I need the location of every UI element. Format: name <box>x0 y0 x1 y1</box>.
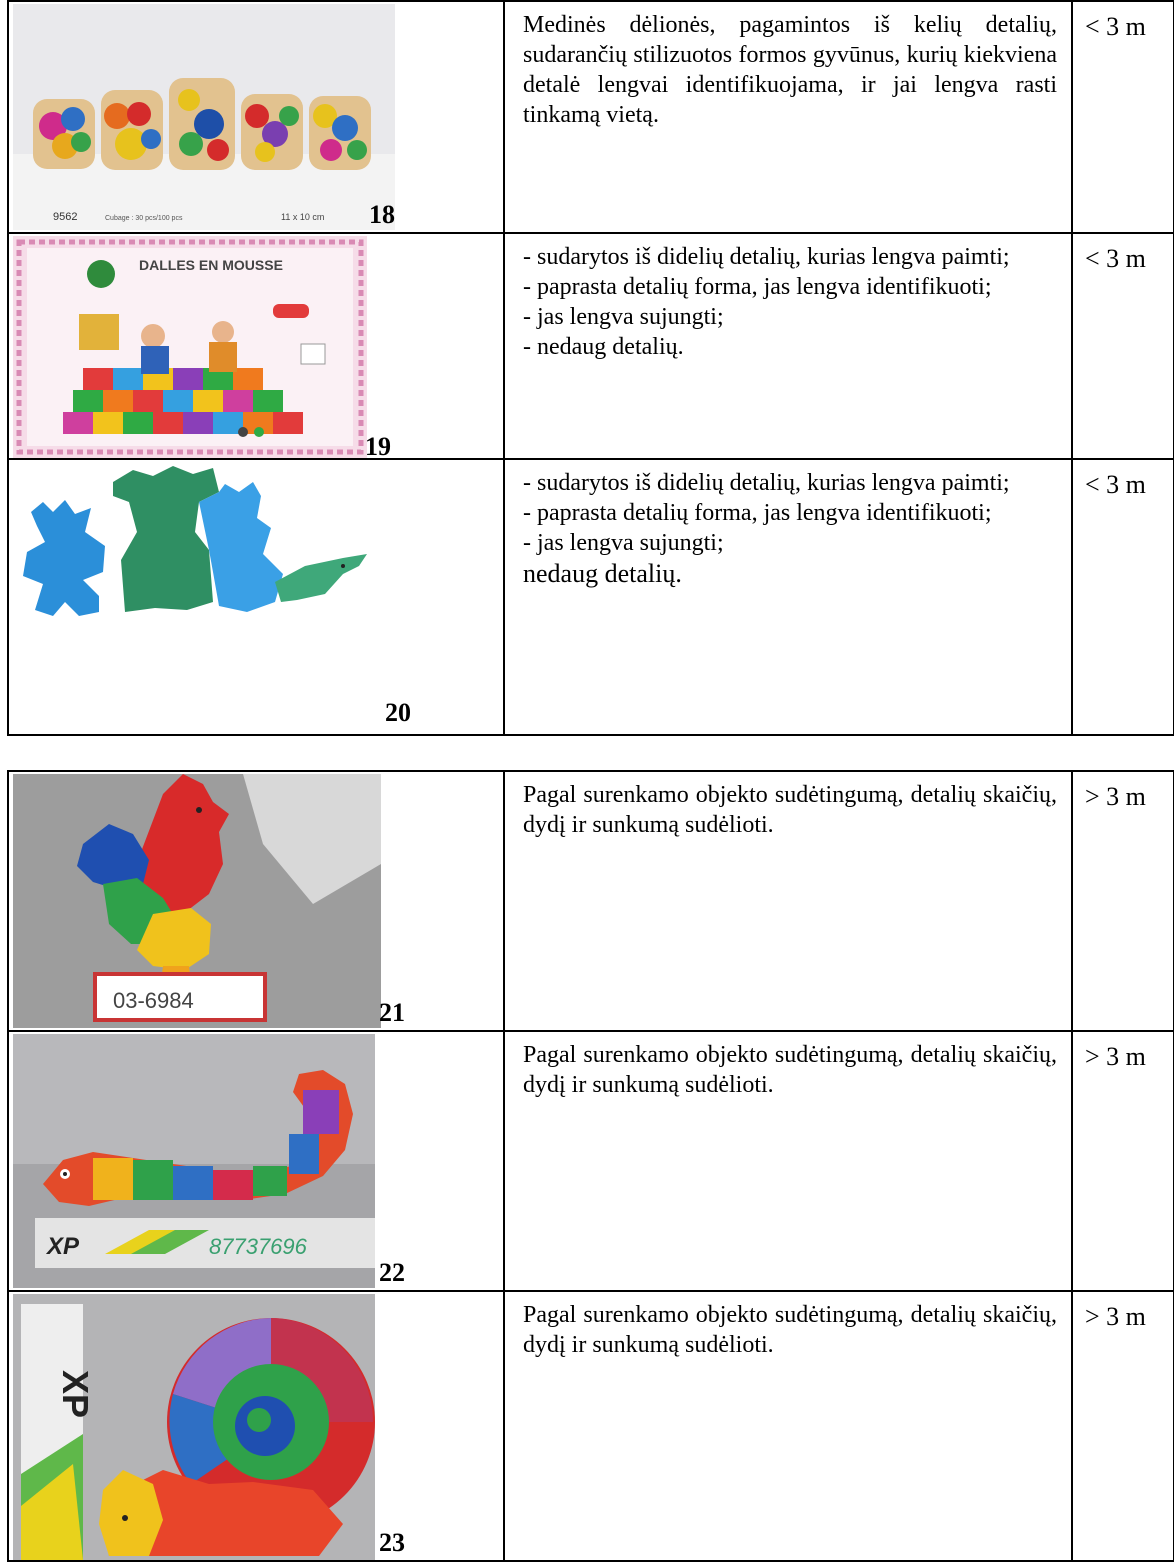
image-cell <box>8 1291 504 1561</box>
description-line: - paprasta detalių forma, jas lengva identifikuoti; <box>523 500 992 526</box>
item-number: 23 <box>379 1528 405 1557</box>
age-cell: < 3 m <box>1072 1 1174 233</box>
photo-rooster-puzzle <box>13 774 381 1028</box>
photo-brand-xp: XP <box>47 1233 80 1260</box>
description-line: nedaug detalių. <box>523 559 682 588</box>
description-cell: Pagal surenkamo objekto sudėtingumą, detalių skaičių, dydį ir sunkumą sudėlioti. <box>504 1031 1072 1291</box>
age-cell: > 3 m <box>1072 1291 1174 1561</box>
item-number: 20 <box>385 698 411 727</box>
table-row <box>8 1031 1174 1291</box>
description-line: - jas lengva sujungti; <box>523 304 724 330</box>
photo-snail-puzzle <box>13 1294 375 1560</box>
age-cell: < 3 m <box>1072 233 1174 459</box>
item-number: 18 <box>369 200 395 229</box>
description-line: - paprasta detalių forma, jas lengva identifikuoti; <box>523 274 992 300</box>
toy-table-1 <box>7 0 1174 736</box>
toy-table-2 <box>7 770 1174 1562</box>
description-line: - jas lengva sujungti; <box>523 530 724 556</box>
image-cell <box>8 1 504 233</box>
age-cell: > 3 m <box>1072 1031 1174 1291</box>
description-line: - sudarytos iš didelių detalių, kurias lengva paimti; <box>523 244 1010 270</box>
description-cell: Pagal surenkamo objekto sudėtingumą, detalių skaičių, dydį ir sunkumą sudėlioti. <box>504 1291 1072 1561</box>
table-row <box>8 1291 1174 1561</box>
photo-caption-pcs: Cubage : 30 pcs/100 pcs <box>105 215 183 222</box>
photo-foam-mat-package <box>13 236 367 458</box>
table-row <box>8 233 1174 459</box>
description-cell <box>504 233 1072 459</box>
description-cell: Pagal surenkamo objekto sudėtingumą, detalių skaičių, dydį ir sunkumą sudėlioti. <box>504 771 1072 1031</box>
item-number: 19 <box>365 432 391 461</box>
table-row <box>8 1 1174 233</box>
image-cell <box>8 233 504 459</box>
image-cell <box>8 459 504 735</box>
description-line: - sudarytos iš didelių detalių, kurias lengva paimti; <box>523 470 1010 496</box>
table-row <box>8 459 1174 735</box>
photo-code-snake: 87737696 <box>209 1234 307 1259</box>
item-number: 21 <box>379 998 405 1027</box>
photo-caption-size: 11 x 10 cm <box>281 212 325 222</box>
photo-snake-puzzle <box>13 1034 375 1288</box>
photo-caption-code: 9562 <box>53 211 78 223</box>
photo-label-rooster: 03-6984 <box>113 988 194 1013</box>
item-number: 22 <box>379 1258 405 1287</box>
photo-title-dalles: DALLES EN MOUSSE <box>139 257 283 273</box>
image-cell <box>8 1031 504 1291</box>
image-cell <box>8 771 504 1031</box>
table-row <box>8 771 1174 1031</box>
description-cell: Medinės dėlionės, pagamintos iš kelių detalių, sudarančių stilizuotos formos gyvūnus, kurių kiekviena detalė lengvai identifikuojama, ir jai lengva rasti tinkamą vietą. <box>504 1 1072 233</box>
description-line: - nedaug detalių. <box>523 334 684 360</box>
photo-foam-animal-pieces <box>13 462 401 662</box>
age-cell: > 3 m <box>1072 771 1174 1031</box>
photo-brand-xp: XP <box>55 1370 96 1419</box>
description-cell <box>504 459 1072 735</box>
age-cell: < 3 m <box>1072 459 1174 735</box>
photo-wooden-animal-puzzles <box>13 4 395 230</box>
